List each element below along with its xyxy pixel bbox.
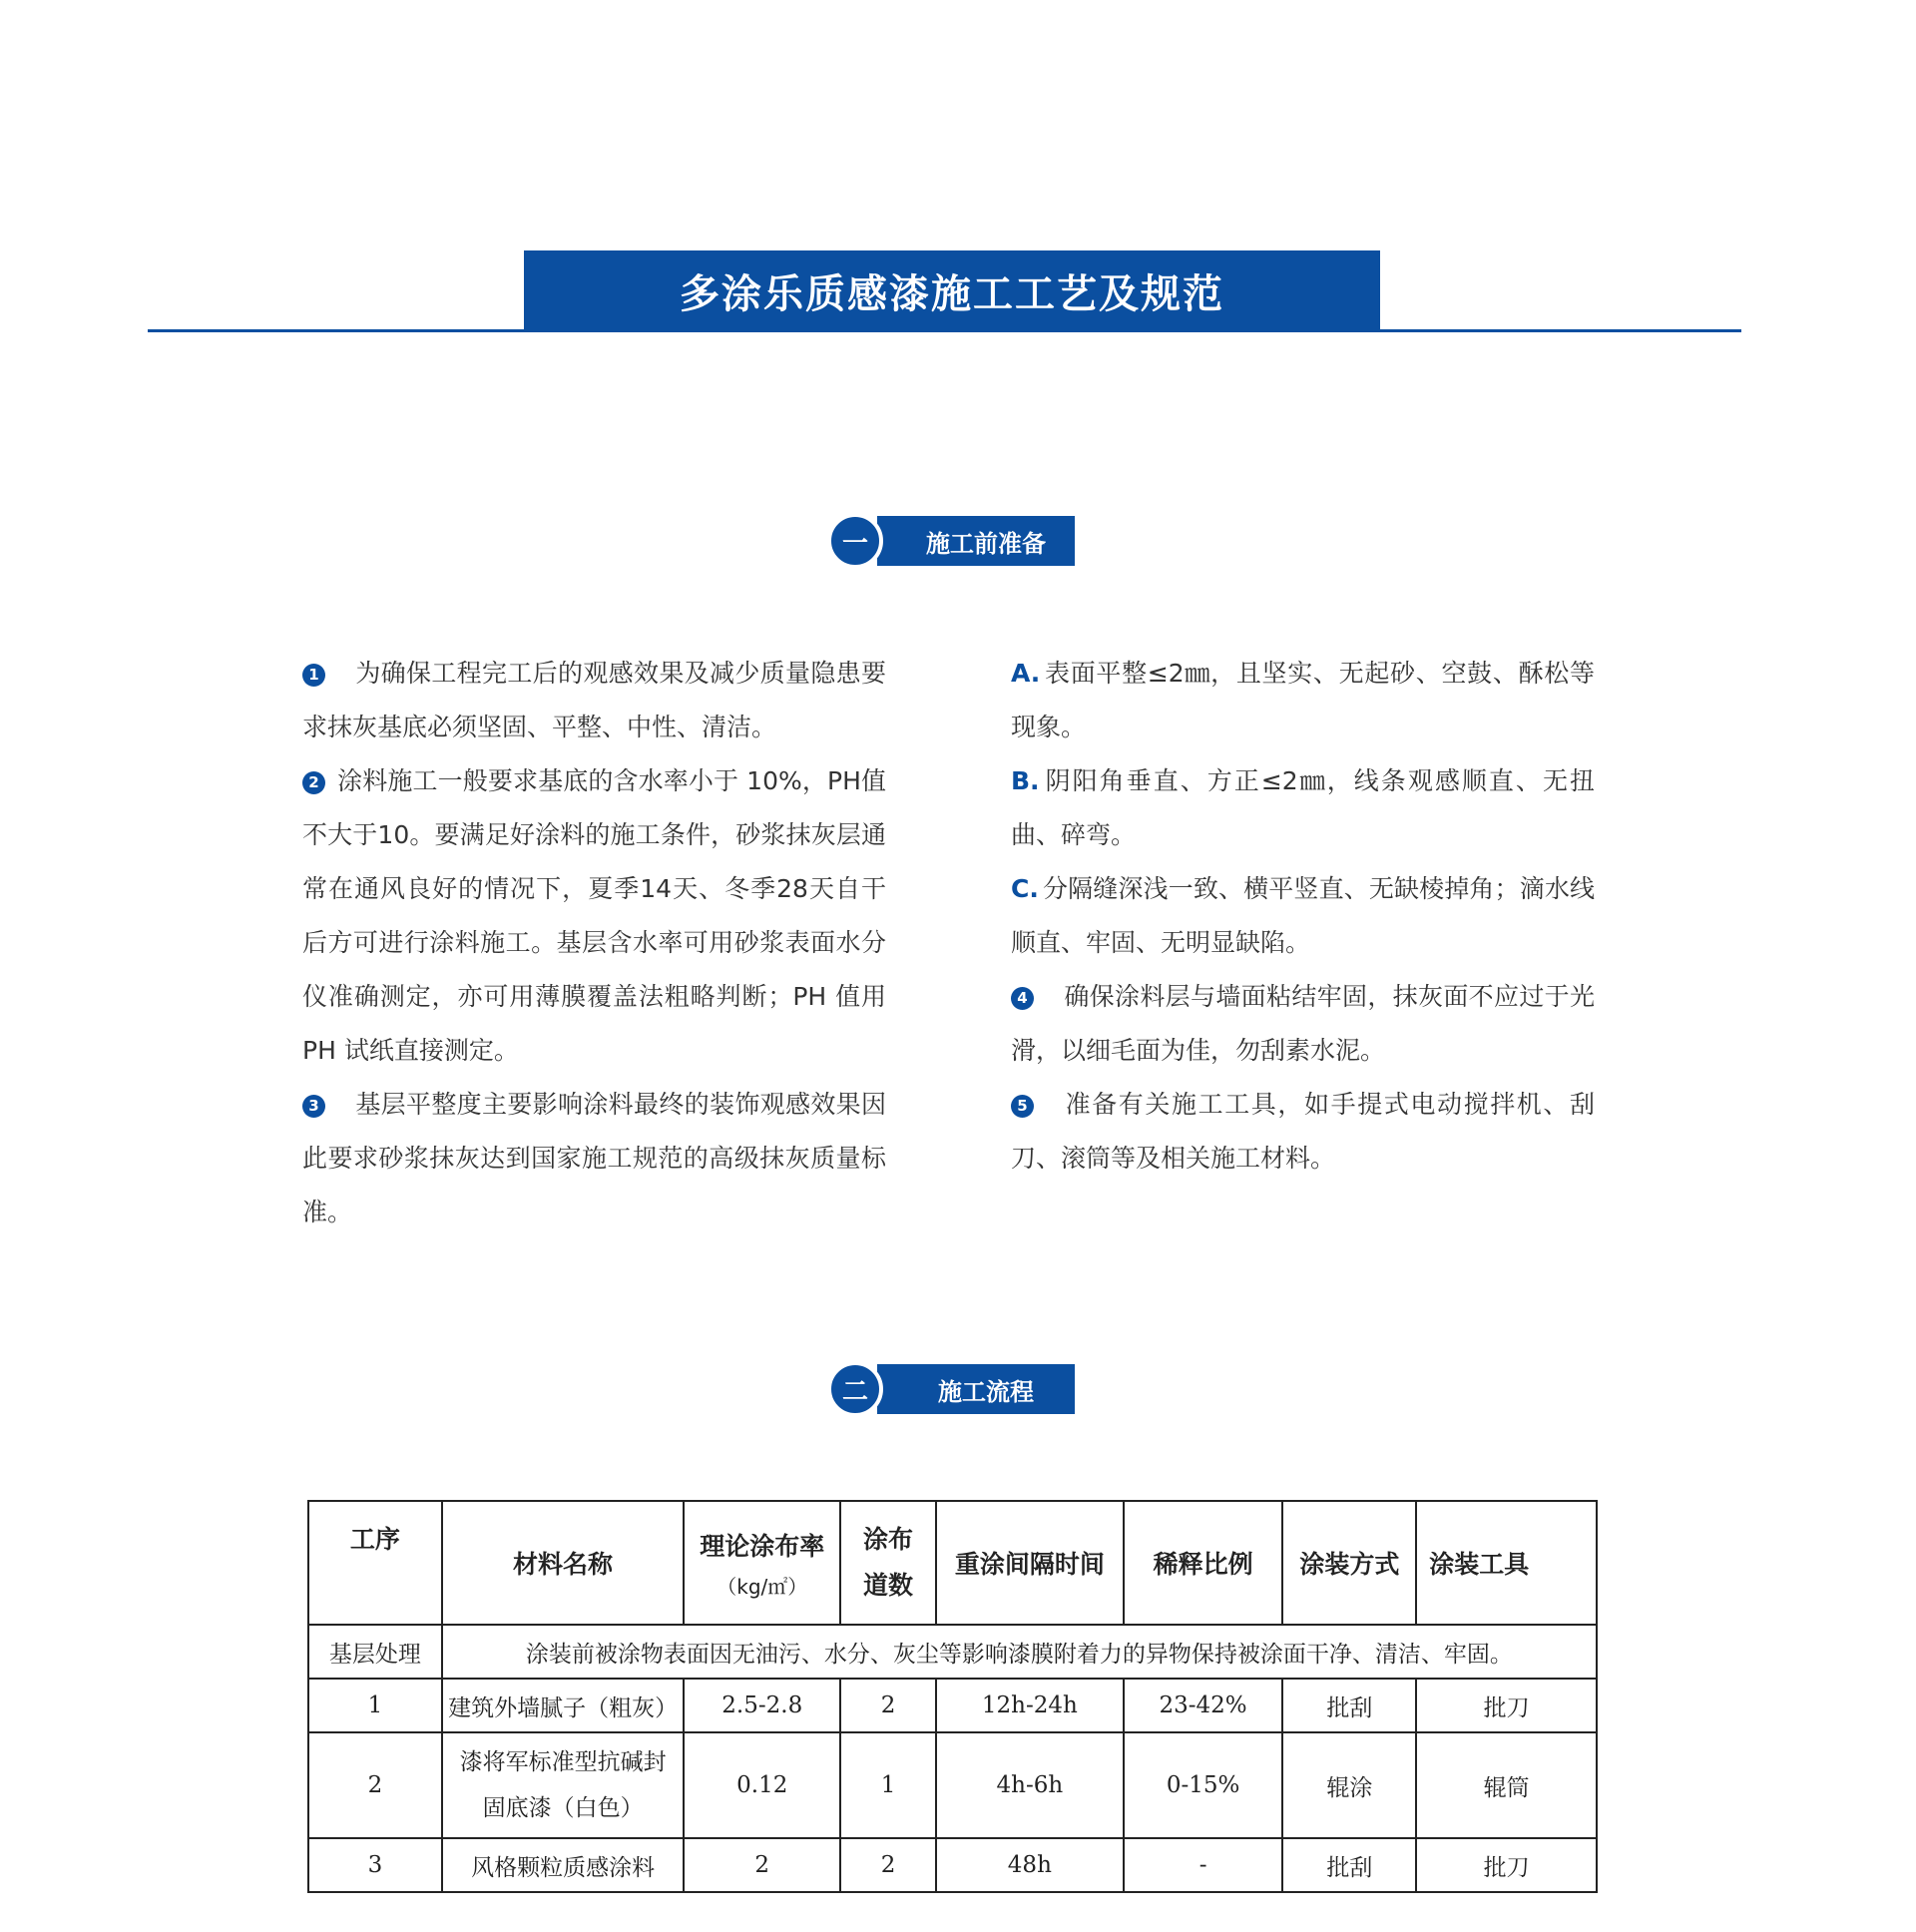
- header-dilution: 稀释比例: [1124, 1501, 1283, 1625]
- cell-rate: 2: [684, 1838, 840, 1892]
- list-item: 1 为确保工程完工后的观感效果及减少质量隐患要求抹灰基底必须坚固、平整、中性、清洁。: [302, 659, 886, 741]
- cell-step: 基层处理: [308, 1625, 442, 1679]
- cell-dilution: 0-15%: [1124, 1732, 1283, 1838]
- cell-rate: 2.5-2.8: [684, 1679, 840, 1732]
- cell-coats: 1: [840, 1732, 936, 1838]
- cell-tool: 批刀: [1416, 1679, 1597, 1732]
- cell-interval: 48h: [936, 1838, 1124, 1892]
- list-item: C. 分隔缝深浅一致、横平竖直、无缺棱掉角；滴水线顺直、牢固、无明显缺陷。: [1011, 874, 1595, 957]
- list-item: 2 涂料施工一般要求基底的含水率小于 10%，PH值不大于10。要满足好涂料的施工条件，砂浆抹灰层通常在通风良好的情况下，夏季14天、冬季28天自干后方可进行涂料施工。基层含水率可用砂浆表面水分仪准确测定，亦可用薄膜覆盖法粗略判断；PH 值用 PH 试纸直接测定。: [302, 766, 886, 1065]
- number-badge: 3: [302, 1095, 325, 1118]
- table-row: [308, 1732, 1597, 1838]
- cell-tool: 辊筒: [1416, 1732, 1597, 1838]
- cell-step: 2: [308, 1732, 442, 1838]
- cell-tool: 批刀: [1416, 1838, 1597, 1892]
- prep-left-column: [302, 647, 886, 1239]
- section-label: 施工流程: [877, 1364, 1075, 1414]
- number-badge: 5: [1011, 1095, 1034, 1118]
- number-badge: 2: [302, 771, 325, 794]
- number-badge: 1: [302, 664, 325, 687]
- section-label: 施工前准备: [877, 516, 1075, 566]
- cell-base-desc: 涂装前被涂物表面因无油污、水分、灰尘等影响漆膜附着力的异物保持被涂面干净、清洁、牢固。: [442, 1625, 1597, 1679]
- list-item: 5 准备有关施工工具，如手提式电动搅拌机、刮刀、滚筒等及相关施工材料。: [1011, 1090, 1595, 1173]
- header-material: 材料名称: [442, 1501, 685, 1625]
- cell-step: 1: [308, 1679, 442, 1732]
- table-header-row: [308, 1501, 1597, 1625]
- cell-material: 漆将军标准型抗碱封 固底漆（白色）: [442, 1732, 685, 1838]
- cell-method: 批刮: [1282, 1679, 1416, 1732]
- section-number: 一: [827, 513, 883, 569]
- cell-interval: 12h-24h: [936, 1679, 1124, 1732]
- process-table: [307, 1500, 1598, 1893]
- section-number: 二: [827, 1361, 883, 1417]
- header-interval: 重涂间隔时间: [936, 1501, 1124, 1625]
- cell-coats: 2: [840, 1838, 936, 1892]
- cell-rate: 0.12: [684, 1732, 840, 1838]
- list-item: B. 阴阳角垂直、方正≤2㎜，线条观感顺直、无扭曲、碎弯。: [1011, 766, 1595, 849]
- number-badge: 4: [1011, 987, 1034, 1010]
- table-row: [308, 1838, 1597, 1892]
- cell-dilution: -: [1124, 1838, 1283, 1892]
- header-coats: 涂布 道数: [840, 1501, 936, 1625]
- header-step: 工序: [308, 1501, 442, 1625]
- cell-interval: 4h-6h: [936, 1732, 1124, 1838]
- letter-label: A.: [1011, 659, 1041, 688]
- page-title: 多涂乐质感漆施工工艺及规范: [524, 250, 1380, 331]
- header-method: 涂装方式: [1282, 1501, 1416, 1625]
- letter-label: C.: [1011, 874, 1039, 903]
- header-tool: 涂装工具: [1416, 1501, 1597, 1625]
- prep-right-column: [1011, 647, 1595, 1186]
- cell-method: 批刮: [1282, 1838, 1416, 1892]
- section-header-prep: [827, 513, 1075, 569]
- cell-material: 风格颗粒质感涂料: [442, 1838, 685, 1892]
- list-item: A. 表面平整≤2㎜，且坚实、无起砂、空鼓、酥松等现象。: [1011, 659, 1595, 741]
- section-header-process: [827, 1361, 1075, 1417]
- table-row: [308, 1679, 1597, 1732]
- list-item: 4 确保涂料层与墙面粘结牢固，抹灰面不应过于光滑，以细毛面为佳，勿刮素水泥。: [1011, 982, 1595, 1065]
- header-rate: 理论涂布率 （kg/㎡）: [684, 1501, 840, 1625]
- list-item: 3 基层平整度主要影响涂料最终的装饰观感效果因此要求砂浆抹灰达到国家施工规范的高级抹灰质量标准。: [302, 1090, 886, 1226]
- cell-step: 3: [308, 1838, 442, 1892]
- cell-coats: 2: [840, 1679, 936, 1732]
- cell-dilution: 23-42%: [1124, 1679, 1283, 1732]
- table-row: [308, 1625, 1597, 1679]
- cell-material: 建筑外墙腻子（粗灰）: [442, 1679, 685, 1732]
- cell-method: 辊涂: [1282, 1732, 1416, 1838]
- letter-label: B.: [1011, 766, 1040, 795]
